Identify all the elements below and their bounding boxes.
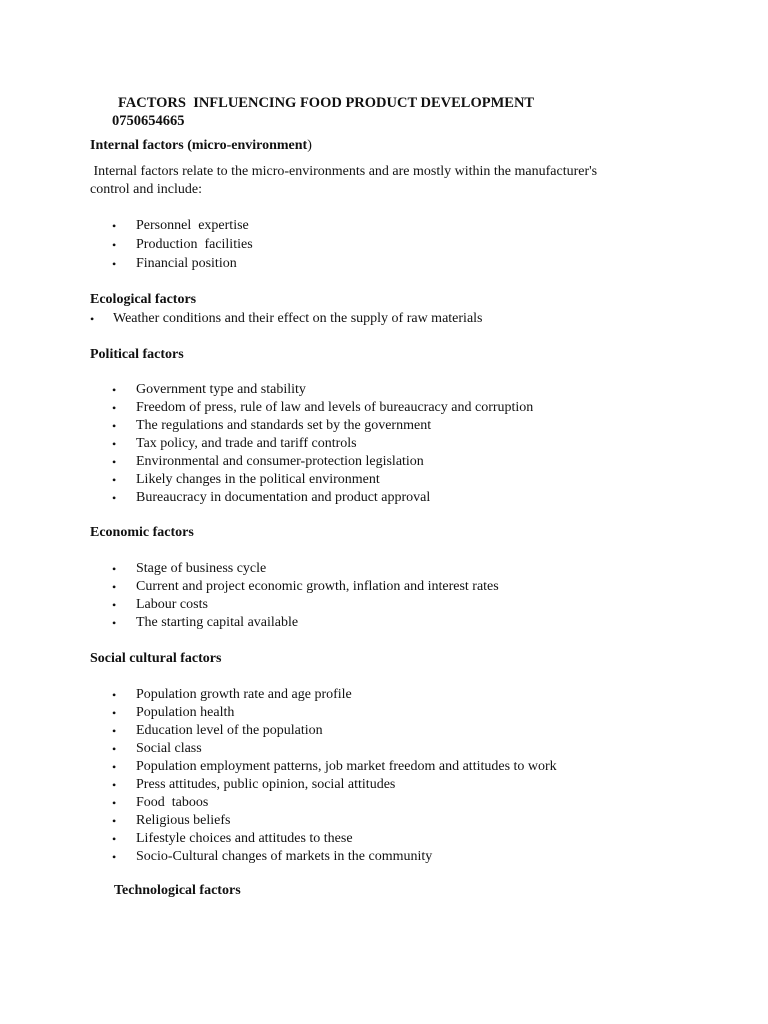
economic-factors-heading: Economic factors (90, 525, 194, 540)
internal-paragraph-line-2: control and include: (90, 182, 202, 197)
list-item-text: Weather conditions and their effect on the supply of raw materials (113, 311, 483, 326)
list-item (112, 417, 533, 435)
bullet-icon: • (112, 724, 117, 738)
list-item (112, 722, 557, 740)
list-item-text: Population health (136, 705, 235, 720)
list-item-text: The regulations and standards set by the government (136, 418, 432, 433)
list-item-text: Education level of the population (136, 723, 323, 738)
internal-heading-tail: ) (307, 138, 312, 153)
bullet-icon: • (112, 219, 117, 233)
internal-heading-bold: Internal factors (micro-environment (90, 138, 308, 153)
list-item (112, 453, 533, 471)
bullet-icon: • (112, 616, 117, 630)
social-cultural-factors-heading: Social cultural factors (90, 651, 222, 666)
social-cultural-factors-list (112, 686, 557, 866)
bullet-icon: • (112, 455, 117, 469)
list-item-text: Religious beliefs (136, 813, 231, 828)
list-item-text: The starting capital available (136, 615, 299, 630)
list-item-text: Production facilities (136, 237, 253, 252)
list-item-text: Press attitudes, public opinion, social attitudes (136, 777, 396, 792)
phone-number: 0750654665 (112, 113, 185, 129)
political-factors-heading: Political factors (90, 347, 184, 362)
bullet-icon: • (112, 598, 117, 612)
list-item (112, 830, 557, 848)
list-item (112, 794, 557, 812)
list-item-text: Current and project economic growth, inflation and interest rates (136, 579, 499, 594)
list-item-text: Bureaucracy in documentation and product approval (136, 490, 431, 505)
bullet-icon: • (112, 832, 117, 846)
list-item (112, 848, 557, 866)
list-item (112, 704, 557, 722)
economic-factors-list (112, 560, 499, 632)
list-item (112, 381, 533, 399)
list-item (112, 236, 253, 254)
ecological-factors-list (90, 310, 483, 328)
list-item (112, 578, 499, 596)
list-item-text: Population employment patterns, job market freedom and attitudes to work (136, 759, 557, 774)
bullet-icon: • (112, 383, 117, 397)
internal-factors-list (112, 217, 253, 273)
list-item (112, 399, 534, 417)
document-title: FACTORS INFLUENCING FOOD PRODUCT DEVELOPMENT (118, 95, 535, 111)
list-item (112, 217, 253, 235)
technological-factors-heading: Technological factors (114, 883, 241, 898)
list-item-text: Socio-Cultural changes of markets in the community (136, 849, 433, 864)
list-item (112, 812, 557, 830)
list-item-text: Government type and stability (136, 382, 306, 397)
bullet-icon: • (112, 742, 117, 756)
bullet-icon: • (112, 419, 117, 433)
list-item-text: Social class (136, 741, 202, 756)
list-item-text: Population growth rate and age profile (136, 687, 352, 702)
bullet-icon: • (112, 562, 117, 576)
ecological-factors-heading: Ecological factors (90, 292, 197, 307)
bullet-icon: • (112, 257, 117, 271)
list-item (112, 435, 533, 453)
internal-paragraph-line-1: Internal factors relate to the micro-environments and are mostly within the manufacturer's (90, 164, 598, 179)
list-item (112, 614, 499, 632)
political-factors-list (112, 381, 534, 507)
bullet-icon: • (112, 473, 117, 487)
list-item-text: Freedom of press, rule of law and levels of bureaucracy and corruption (136, 400, 534, 415)
bullet-icon: • (112, 401, 117, 415)
list-item (90, 310, 483, 328)
bullet-icon: • (112, 850, 117, 864)
bullet-icon: • (112, 580, 117, 594)
list-item-text: Tax policy, and trade and tariff controls (136, 436, 357, 451)
bullet-icon: • (112, 796, 117, 810)
list-item (112, 596, 499, 614)
bullet-icon: • (112, 706, 117, 720)
bullet-icon: • (90, 312, 95, 326)
list-item-text: Stage of business cycle (136, 561, 267, 576)
bullet-icon: • (112, 688, 117, 702)
bullet-icon: • (112, 778, 117, 792)
list-item (112, 686, 557, 704)
bullet-icon: • (112, 437, 117, 451)
list-item-text: Labour costs (136, 597, 208, 612)
list-item-text: Lifestyle choices and attitudes to these (136, 831, 353, 846)
list-item-text: Financial position (136, 256, 237, 271)
bullet-icon: • (112, 814, 117, 828)
list-item (112, 776, 557, 794)
bullet-icon: • (112, 238, 117, 252)
list-item (112, 489, 533, 507)
list-item (112, 255, 253, 273)
list-item-text: Personnel expertise (136, 218, 249, 233)
list-item-text: Likely changes in the political environment (136, 472, 380, 487)
list-item-text: Food taboos (136, 795, 209, 810)
list-item (112, 560, 499, 578)
list-item-text: Environmental and consumer-protection legislation (136, 454, 424, 469)
list-item (112, 740, 557, 758)
list-item (112, 471, 533, 489)
list-item (112, 758, 557, 776)
internal-factors-heading (90, 137, 312, 155)
bullet-icon: • (112, 760, 117, 774)
bullet-icon: • (112, 491, 117, 505)
